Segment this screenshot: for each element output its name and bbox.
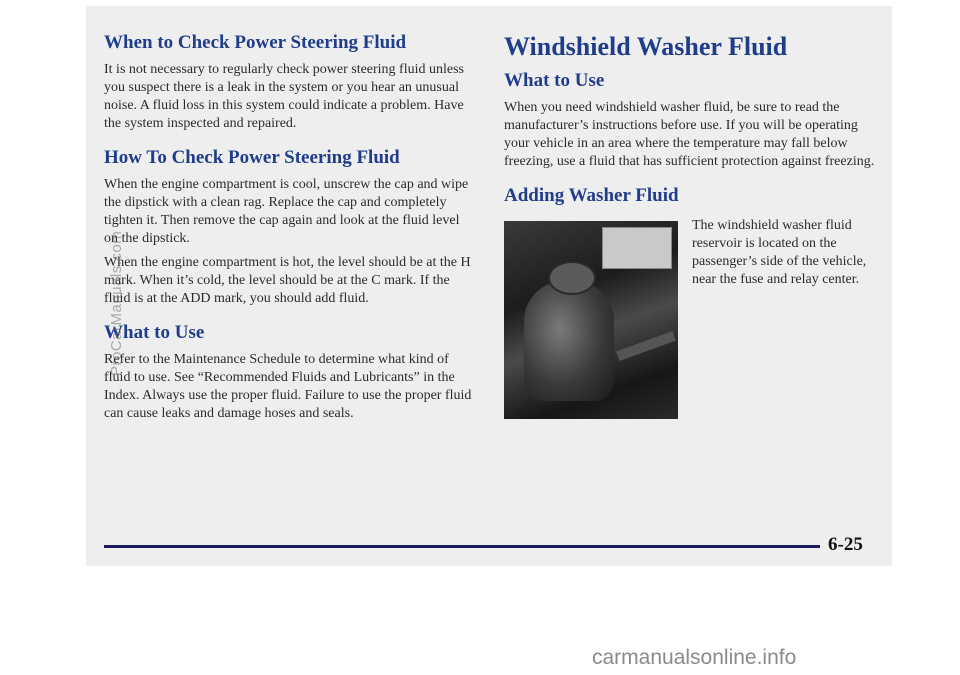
photo-block [504,217,876,437]
reservoir-image [524,281,614,401]
paragraph-what-to-use-left: Refer to the Maintenance Schedule to determine what kind of fluid to use. See “Recommended Fluids and Lubricants” in the Index. Always use the proper fluid. Failure to use the proper fluid can cause leaks and damage hoses and seals. [104,352,472,421]
paragraph-adding-washer-fluid: The windshield washer fluid reservoir is located on the passenger’s side of the vehicle, near the fuse and relay center. [692,218,867,287]
heading-when-to-check: When to Check Power Steering Fluid [104,32,407,53]
footer-rule [104,545,820,548]
paragraph-when-to-check: It is not necessary to regularly check power steering fluid unless you suspect there is a leak in the system or you hear an unusual noise. A fluid loss in this system could indicate a problem. Have the system inspected and repaired. [104,62,465,131]
heading-what-to-use-left: What to Use [104,322,205,343]
heading-adding-washer-fluid: Adding Washer Fluid [504,185,679,206]
washer-reservoir-photo [504,221,678,419]
fuse-label-image [602,227,672,269]
reservoir-cap-image [548,261,596,295]
left-column [104,32,476,437]
paragraph-how-to-check-2: When the engine compartment is hot, the level should be at the H mark. When it’s cold, the level should be at the C mark. If the fluid is at the ADD mark, you should add fluid. [104,255,471,306]
section-what-to-use-left [104,322,476,423]
paragraph-how-to-check-1: When the engine compartment is cool, unscrew the cap and wipe the dipstick with a clean rag. Replace the cap and completely tighten it. Then remove the cap again and look at the fluid level on the dipstick. [104,177,469,246]
footer-watermark: carmanualsonline.info [592,646,797,669]
section-what-to-use-right [504,70,876,171]
heading-how-to-check: How To Check Power Steering Fluid [104,147,400,168]
side-watermark: ProCarManuals.com [108,230,125,376]
right-column [504,32,876,451]
paragraph-what-to-use-right: When you need windshield washer fluid, be sure to read the manufacturer’s instructions before use. If you will be operating your vehicle in an area where the temperature may fall below freezing, use a fluid that has sufficient protection against freezing. [504,100,875,169]
section-how-to-check [104,147,476,308]
hose-image [616,331,676,361]
section-when-to-check [104,32,476,133]
page-number: 6-25 [828,534,863,555]
heading-what-to-use-right: What to Use [504,70,605,91]
heading-windshield-washer-fluid: Windshield Washer Fluid [504,32,788,61]
section-adding-washer-fluid [504,185,876,437]
